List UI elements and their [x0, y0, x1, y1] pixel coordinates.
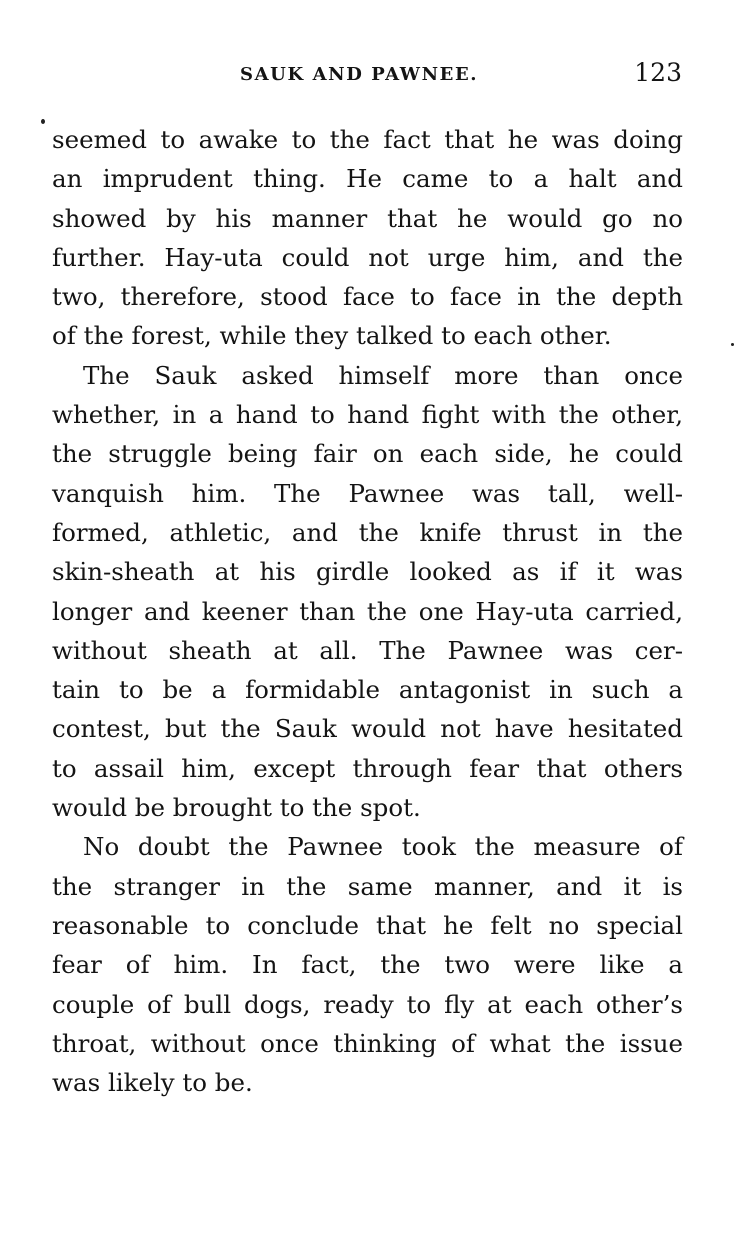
text-line: throat, without once thinking of what the issue [52, 1028, 683, 1058]
print-speck [41, 119, 45, 124]
text-line: skin-sheath at his girdle looked as if it was [52, 557, 683, 587]
text-line: without sheath at all. The Pawnee was cer- [52, 635, 683, 665]
text-line: whether, in a hand to hand fight with the other, [52, 400, 683, 430]
text-line: the struggle being fair on each side, he could [52, 439, 683, 469]
text-line: formed, athletic, and the knife thrust in the [52, 517, 683, 547]
text-line: of the forest, while they talked to each other. [52, 321, 612, 351]
text-line: was likely to be. [52, 1068, 253, 1098]
text-line: tain to be a formidable antagonist in such a [52, 675, 683, 705]
text-line: an imprudent thing. He came to a halt and [52, 164, 683, 194]
text-line: longer and keener than the one Hay-uta carried, [52, 596, 683, 626]
text-line: to assail him, except through fear that others [52, 753, 683, 783]
page-number: 123 [634, 58, 682, 87]
running-head [52, 58, 682, 98]
text-line: the stranger in the same manner, and it is [52, 871, 683, 901]
paragraph [52, 120, 683, 356]
text-line: further. Hay-uta could not urge him, and the [52, 242, 683, 272]
text-line: two, therefore, stood face to face in the depth [52, 282, 683, 312]
paragraph [52, 827, 683, 1102]
text-line: The Sauk asked himself more than once [83, 360, 683, 390]
text-line: vanquish him. The Pawnee was tall, well- [52, 478, 683, 508]
paragraph [52, 356, 683, 828]
text-line: No doubt the Pawnee took the measure of [83, 832, 683, 862]
body-text [52, 120, 683, 1102]
text-line: would be brought to the spot. [52, 793, 421, 823]
text-line: contest, but the Sauk would not have hesitated [52, 714, 683, 744]
print-speck [731, 343, 734, 346]
running-head-title: SAUK AND PAWNEE. [240, 64, 479, 85]
text-line: reasonable to conclude that he felt no special [52, 910, 683, 940]
text-line: showed by his manner that he would go no [52, 203, 683, 233]
text-line: seemed to awake to the fact that he was doing [52, 125, 683, 154]
text-line: fear of him. In fact, the two were like a [52, 950, 683, 980]
text-line: couple of bull dogs, ready to fly at each other’s [52, 989, 683, 1019]
